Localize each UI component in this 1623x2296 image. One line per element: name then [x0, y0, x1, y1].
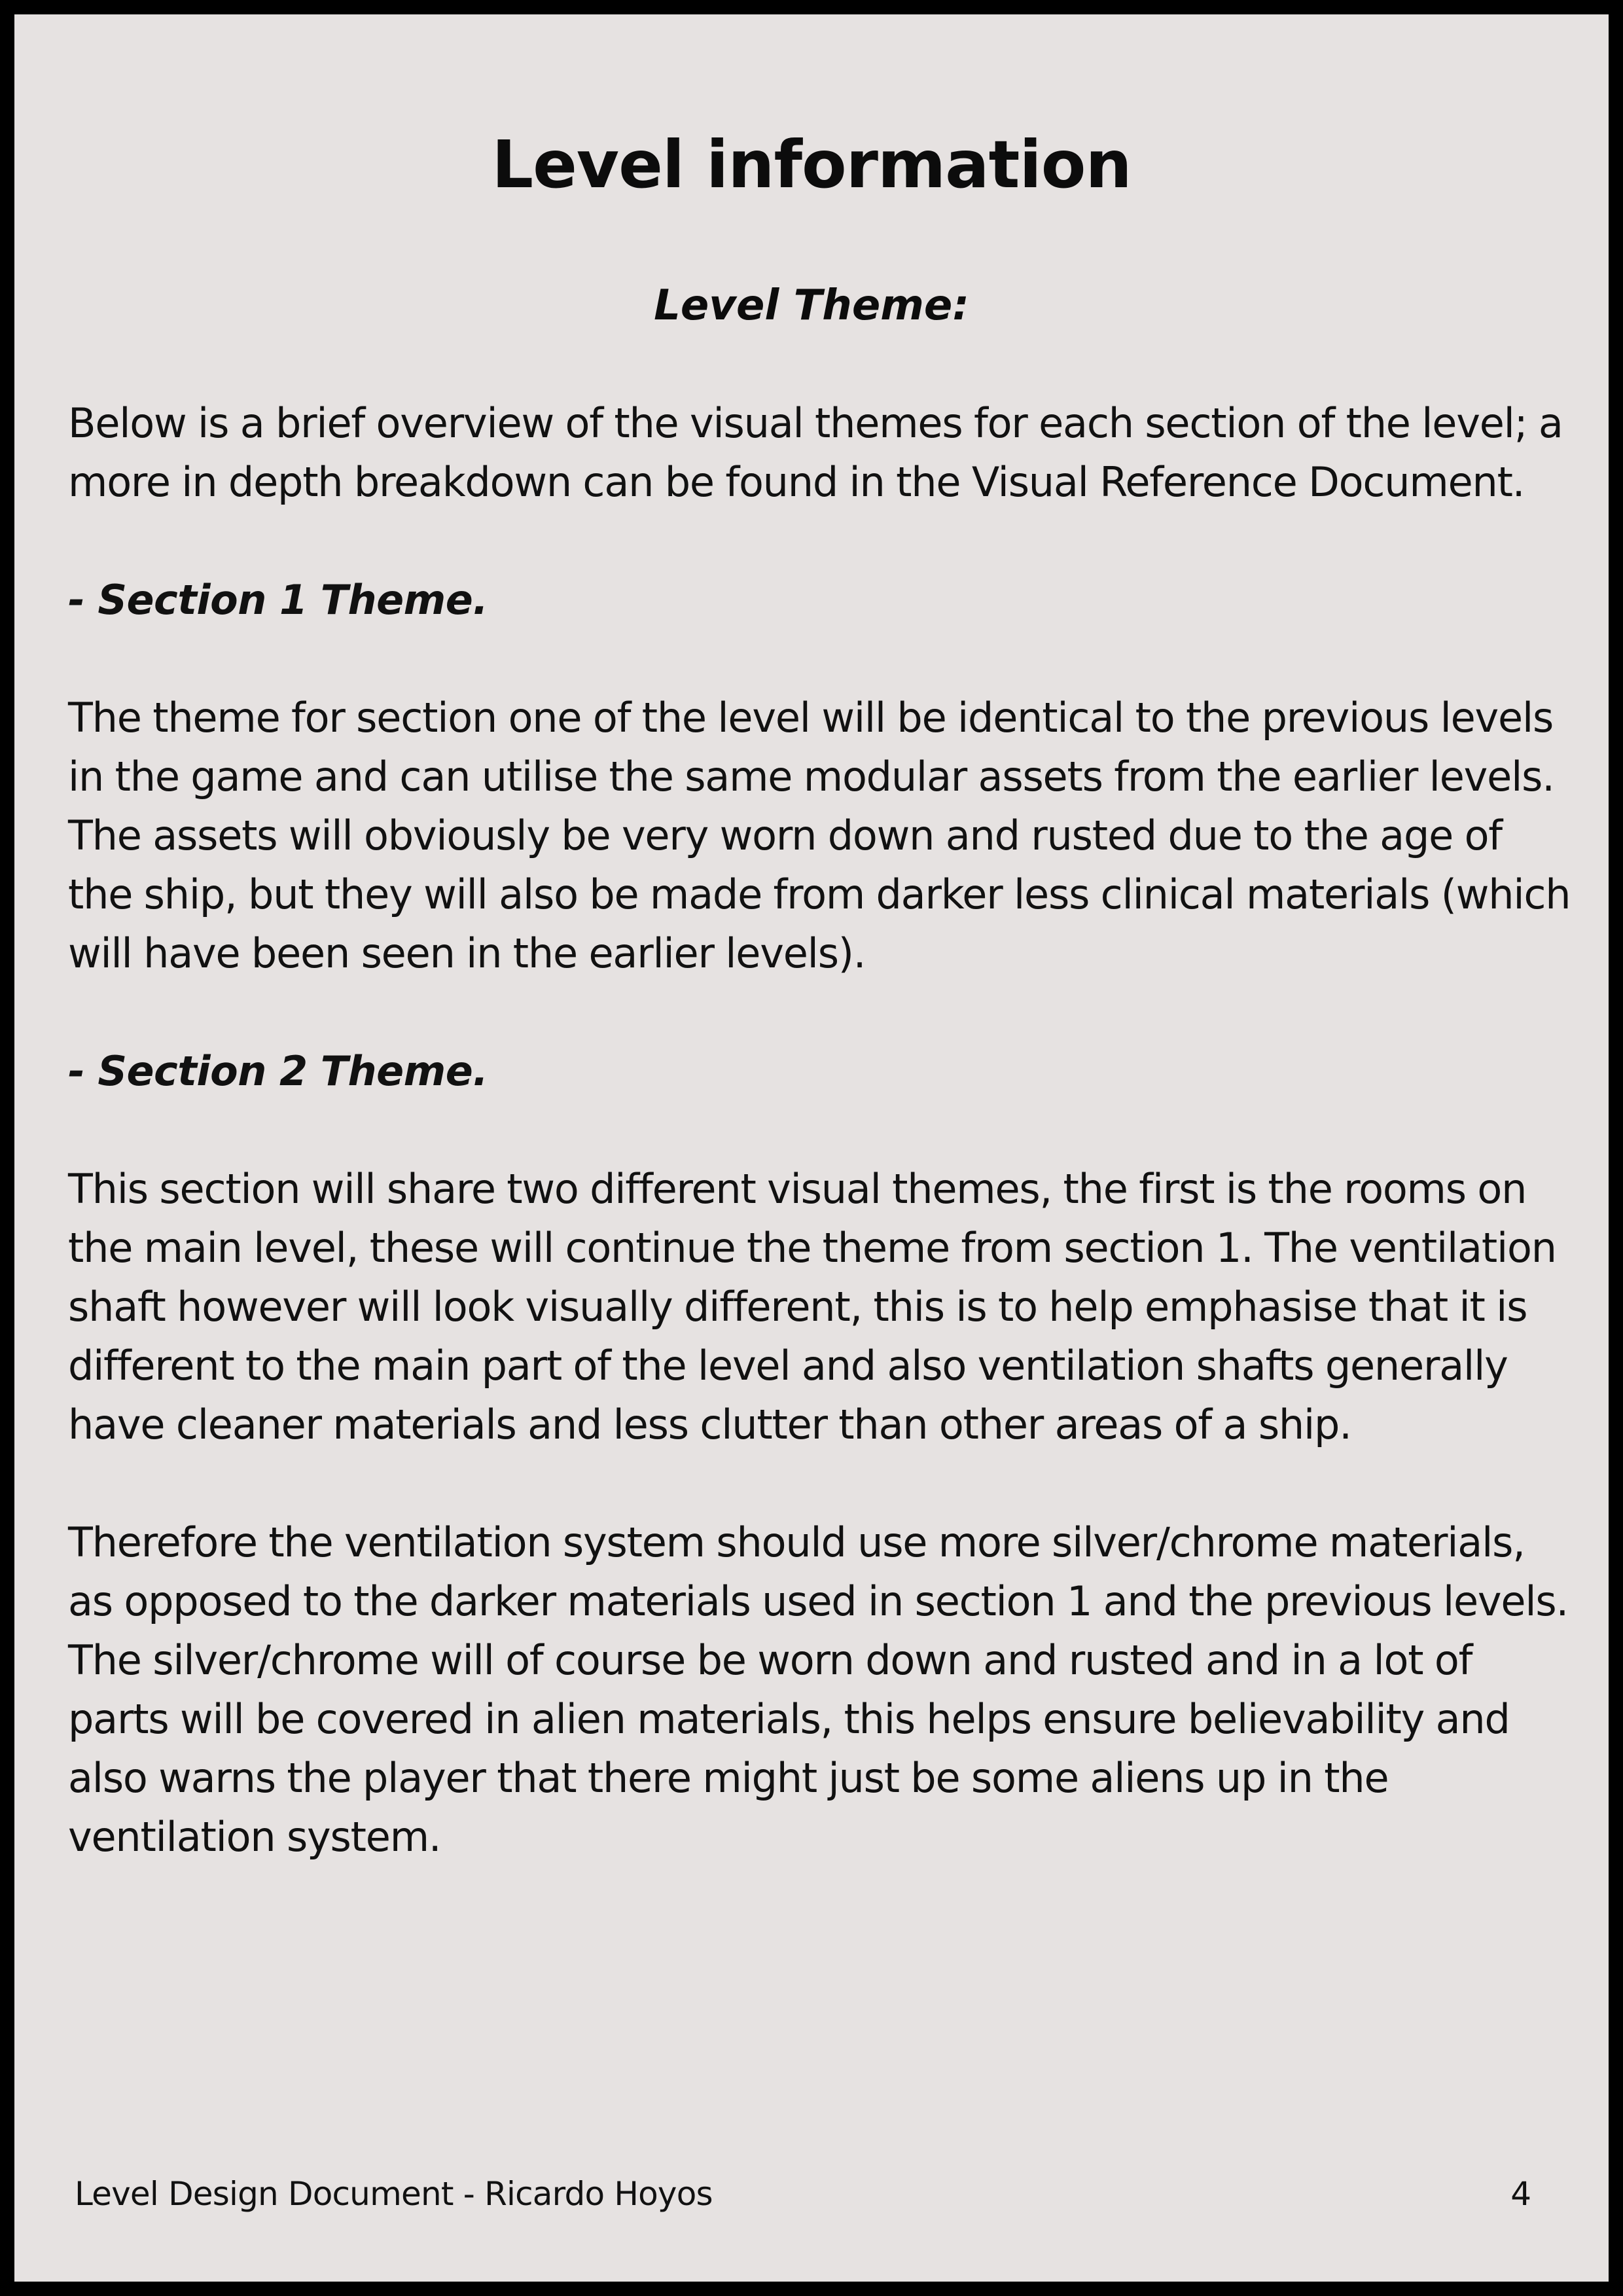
section-2-heading: - Section 2 Theme. [68, 1047, 488, 1095]
document-page [14, 14, 1609, 2282]
document-body [68, 394, 1573, 1867]
section-1-heading: - Section 1 Theme. [68, 576, 488, 624]
page-subtitle: Level Theme: [654, 281, 969, 330]
page-number: 4 [1510, 2175, 1531, 2213]
section-2-paragraph-2: Therefore the ventilation system should use more silver/chrome materials, as opposed to the darker materials used in section 1 and the previous levels. The silver/chrome will of course be worn down and rusted and in a lot of parts will be covered in alien materials, this helps ensure believability and also warns the player that there might just be some aliens up in the ventilation system. [68, 1518, 1568, 1861]
intro-paragraph: Below is a brief overview of the visual themes for each section of the level; a more in depth breakdown can be found in the Visual Reference Document. [68, 399, 1563, 506]
footer-label: Level Design Document - Ricardo Hoyos [75, 2175, 713, 2213]
section-2-paragraph-1: This section will share two different visual themes, the first is the rooms on the main level, these will continue the theme from section 1. The ventilation shaft however will look visually different, this is to help emphasise that it is different to the main part of the level and also ventilation shafts generally have cleaner materials and less clutter than other areas of a ship. [68, 1165, 1556, 1448]
section-1-paragraph: The theme for section one of the level will be identical to the previous levels in the game and can utilise the same modular assets from the earlier levels. The assets will obviously be very worn down and rusted due to the age of the ship, but they will also be made from darker less clinical materials (which will have been seen in the earlier levels). [68, 694, 1571, 977]
page-title: Level information [491, 126, 1132, 203]
